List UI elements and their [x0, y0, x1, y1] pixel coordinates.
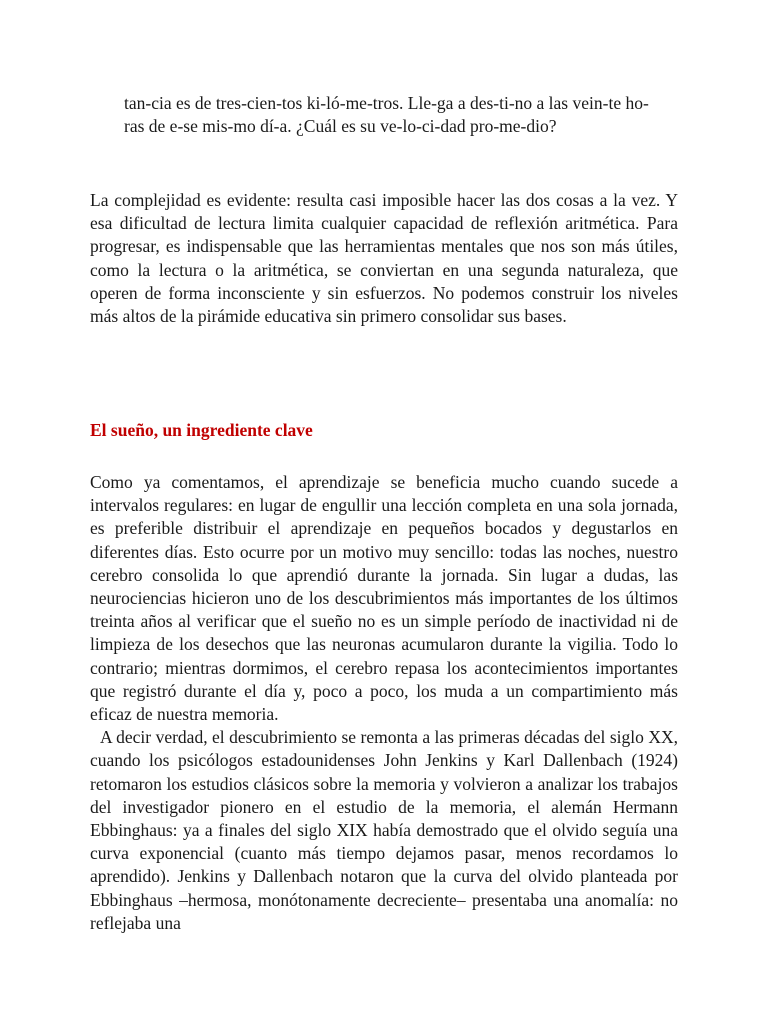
paragraph-2: Como ya comentamos, el aprendizaje se beneficia mucho cuando sucede a intervalos regulares: en lugar de engullir una lección completa en una sola jornada, es preferible distribuir el aprendizaje en pequeños bocados y degustarlos en diferentes días. Esto ocurre por un motivo muy sencillo: todas las noches, nuestro cerebro consolida lo que aprendió durante la jornada. Sin lugar a dudas, las neurociencias hicieron uno de los descubrimientos más importantes de los últimos treinta años al verificar que el sueño no es un simple período de inactividad ni de limpieza de los desechos que las neuronas acumularon durante la vigilia. Todo lo contrario; mientras dormimos, el cerebro repasa los acontecimientos importantes que registró durante el día y, poco a poco, los muda a un compartimiento más eficaz de nuestra memoria. — [90, 472, 678, 725]
paragraph-2-block — [90, 471, 678, 935]
indented-quote-block — [124, 92, 664, 138]
paragraph-1-block — [90, 189, 678, 328]
indented-quote: tan-cia es de tres-cien-tos ki-ló-me-tros. Lle-ga a des-ti-no a las vein-te ho-ras de e-se mis-mo dí-a. ¿Cuál es su ve-lo-ci-dad pro-me-dio? — [124, 93, 649, 136]
paragraph-3: A decir verdad, el descubrimiento se remonta a las primeras décadas del siglo XX, cuando los psicólogos estadounidenses John Jenkins y Karl Dallenbach (1924) retomaron los estudios clásicos sobre la memoria y volvieron a analizar los trabajos del investigador pionero en el estudio de la memoria, el alemán Hermann Ebbinghaus: ya a finales del siglo XIX había demostrado que el olvido seguía una curva exponencial (cuanto más tiempo dejamos pasar, menos recordamos lo aprendido). Jenkins y Dallenbach notaron que la curva del olvido planteada por Ebbinghaus –hermosa, monótonamente decreciente– presentaba una anomalía: no reflejaba una — [90, 727, 678, 933]
section-heading: El sueño, un ingrediente clave — [90, 420, 313, 440]
paragraph-1: La complejidad es evidente: resulta casi imposible hacer las dos cosas a la vez. Y esa dificultad de lectura limita cualquier capacidad de reflexión aritmética. Para progresar, es indispensable que las herramientas mentales que nos son más útiles, como la lectura o la aritmética, se conviertan en una segunda naturaleza, que operen de forma inconsciente y sin esfuerzos. No podemos construir los niveles más altos de la pirámide educativa sin primero consolidar sus bases. — [90, 190, 678, 327]
